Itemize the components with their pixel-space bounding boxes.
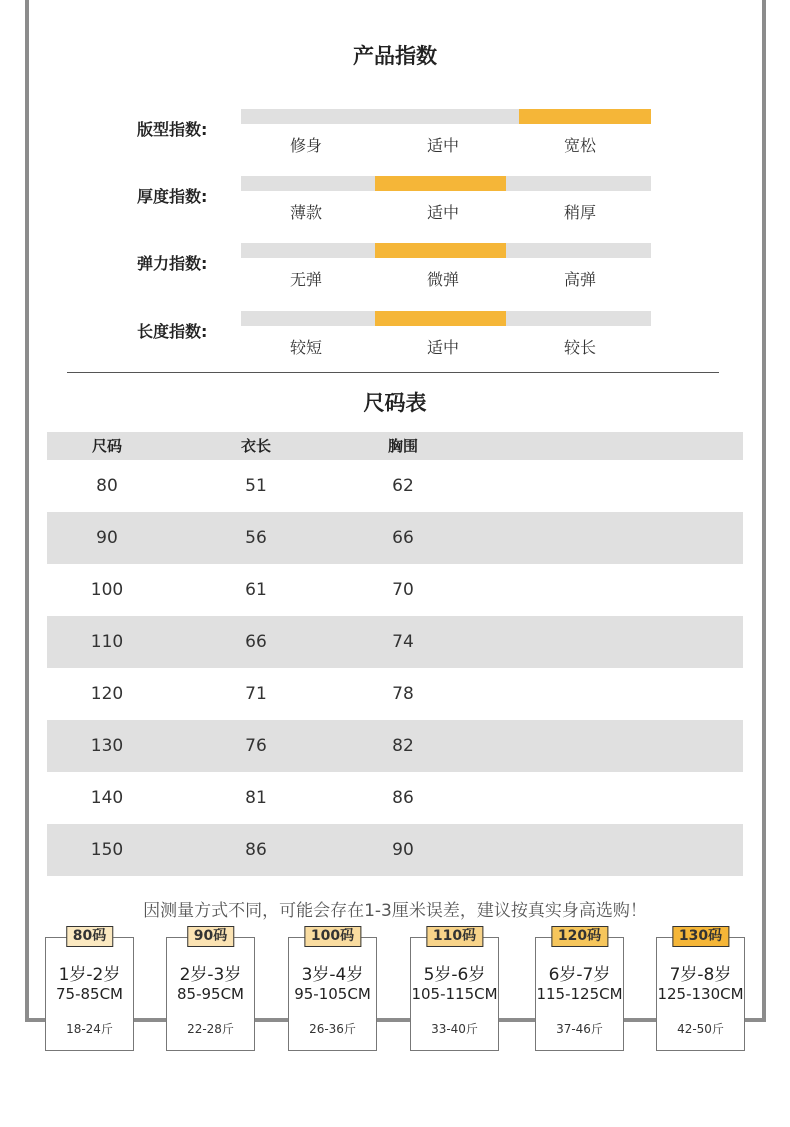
index-option: 适中 bbox=[426, 203, 459, 222]
size-card-age: 7岁-8岁 bbox=[669, 965, 732, 985]
size-card-age: 3岁-4岁 bbox=[301, 965, 364, 985]
size-card bbox=[45, 928, 134, 1051]
index-bar bbox=[241, 109, 651, 124]
header-chest: 胸围 bbox=[387, 437, 418, 455]
table-row bbox=[47, 720, 743, 772]
size-card bbox=[656, 928, 745, 1051]
cell-size: 140 bbox=[90, 788, 124, 808]
size-card-tag: 90码 bbox=[187, 926, 234, 947]
index-option: 适中 bbox=[426, 136, 459, 155]
index-option: 宽松 bbox=[563, 136, 596, 155]
cell-size: 100 bbox=[90, 580, 124, 600]
size-card-height: 75-85CM bbox=[55, 985, 123, 1003]
table-row bbox=[47, 772, 743, 824]
cell-length: 56 bbox=[245, 528, 267, 548]
index-option: 较长 bbox=[563, 338, 596, 357]
index-option: 高弹 bbox=[563, 270, 596, 289]
size-card-weight: 18-24斤 bbox=[66, 1022, 113, 1036]
cell-length: 71 bbox=[245, 684, 267, 704]
size-chart-title: 尺码表 bbox=[363, 391, 427, 415]
cell-chest: 90 bbox=[392, 840, 414, 860]
size-card-tag: 120码 bbox=[551, 926, 608, 947]
cell-length: 86 bbox=[245, 840, 267, 860]
index-selected-segment bbox=[375, 176, 506, 191]
index-option: 无弹 bbox=[289, 270, 322, 289]
product-index-title: 产品指数 bbox=[353, 44, 437, 68]
size-card-height: 85-95CM bbox=[176, 985, 244, 1003]
index-label: 弹力指数: bbox=[137, 254, 208, 273]
cell-length: 81 bbox=[245, 788, 267, 808]
index-label: 长度指数: bbox=[137, 322, 208, 341]
size-card-height: 125-130CM bbox=[657, 985, 744, 1003]
index-row bbox=[0, 176, 790, 236]
measurement-note: 因测量方式不同，可能会存在1-3厘米误差，建议按真实身高选购！ bbox=[143, 901, 647, 921]
cell-size: 110 bbox=[90, 632, 124, 652]
size-card-tag: 80码 bbox=[66, 926, 113, 947]
index-row bbox=[0, 311, 790, 371]
cell-chest: 70 bbox=[392, 580, 414, 600]
cell-size: 90 bbox=[96, 528, 118, 548]
cell-chest: 62 bbox=[392, 476, 414, 496]
header-length: 衣长 bbox=[240, 437, 271, 455]
frame-bottom-border bbox=[25, 1018, 766, 1022]
index-row bbox=[0, 109, 790, 169]
table-row bbox=[47, 668, 743, 720]
cell-chest: 82 bbox=[392, 736, 414, 756]
cell-chest: 78 bbox=[392, 684, 414, 704]
size-card bbox=[535, 928, 624, 1051]
size-card-weight: 33-40斤 bbox=[431, 1022, 478, 1036]
index-option: 较短 bbox=[289, 338, 322, 357]
cell-length: 61 bbox=[245, 580, 267, 600]
size-card-weight: 26-36斤 bbox=[309, 1022, 356, 1036]
index-option: 薄款 bbox=[289, 203, 322, 222]
index-option: 修身 bbox=[289, 136, 322, 155]
cell-length: 76 bbox=[245, 736, 267, 756]
cell-size: 150 bbox=[90, 840, 124, 860]
table-row bbox=[47, 824, 743, 876]
size-card bbox=[166, 928, 255, 1051]
header-size: 尺码 bbox=[91, 437, 122, 455]
size-table bbox=[47, 432, 743, 876]
index-option: 稍厚 bbox=[563, 203, 596, 222]
size-card-age: 1岁-2岁 bbox=[58, 965, 121, 985]
section-divider bbox=[67, 372, 719, 373]
table-row bbox=[47, 460, 743, 512]
index-label: 厚度指数: bbox=[137, 187, 208, 206]
index-row bbox=[0, 243, 790, 303]
size-card-height: 95-105CM bbox=[294, 985, 371, 1003]
index-option: 微弹 bbox=[426, 270, 459, 289]
size-card-height: 105-115CM bbox=[411, 985, 498, 1003]
size-card-weight: 22-28斤 bbox=[187, 1022, 234, 1036]
cell-size: 120 bbox=[90, 684, 124, 704]
table-row bbox=[47, 616, 743, 668]
size-card-age: 2岁-3岁 bbox=[179, 965, 242, 985]
cell-chest: 66 bbox=[392, 528, 414, 548]
index-bar bbox=[241, 176, 651, 191]
cell-length: 66 bbox=[245, 632, 267, 652]
size-card-tag: 110码 bbox=[426, 926, 483, 947]
size-card bbox=[410, 928, 499, 1051]
cell-chest: 74 bbox=[392, 632, 414, 652]
size-card-weight: 37-46斤 bbox=[556, 1022, 603, 1036]
size-card-tag: 100码 bbox=[304, 926, 361, 947]
index-option: 适中 bbox=[426, 338, 459, 357]
size-card-age: 5岁-6岁 bbox=[423, 965, 486, 985]
cell-size: 80 bbox=[96, 476, 118, 496]
size-card-height: 115-125CM bbox=[536, 985, 623, 1003]
size-table-header bbox=[47, 432, 743, 460]
cell-size: 130 bbox=[90, 736, 124, 756]
size-card-tag: 130码 bbox=[672, 926, 729, 947]
index-selected-segment bbox=[375, 243, 506, 258]
table-row bbox=[47, 512, 743, 564]
table-row bbox=[47, 564, 743, 616]
cell-chest: 86 bbox=[392, 788, 414, 808]
size-card-weight: 42-50斤 bbox=[677, 1022, 724, 1036]
size-card-age: 6岁-7岁 bbox=[548, 965, 611, 985]
index-selected-segment bbox=[519, 109, 651, 124]
index-label: 版型指数: bbox=[137, 120, 208, 139]
cell-length: 51 bbox=[245, 476, 267, 496]
size-card bbox=[288, 928, 377, 1051]
index-selected-segment bbox=[375, 311, 506, 326]
index-bar bbox=[241, 311, 651, 326]
index-bar bbox=[241, 243, 651, 258]
